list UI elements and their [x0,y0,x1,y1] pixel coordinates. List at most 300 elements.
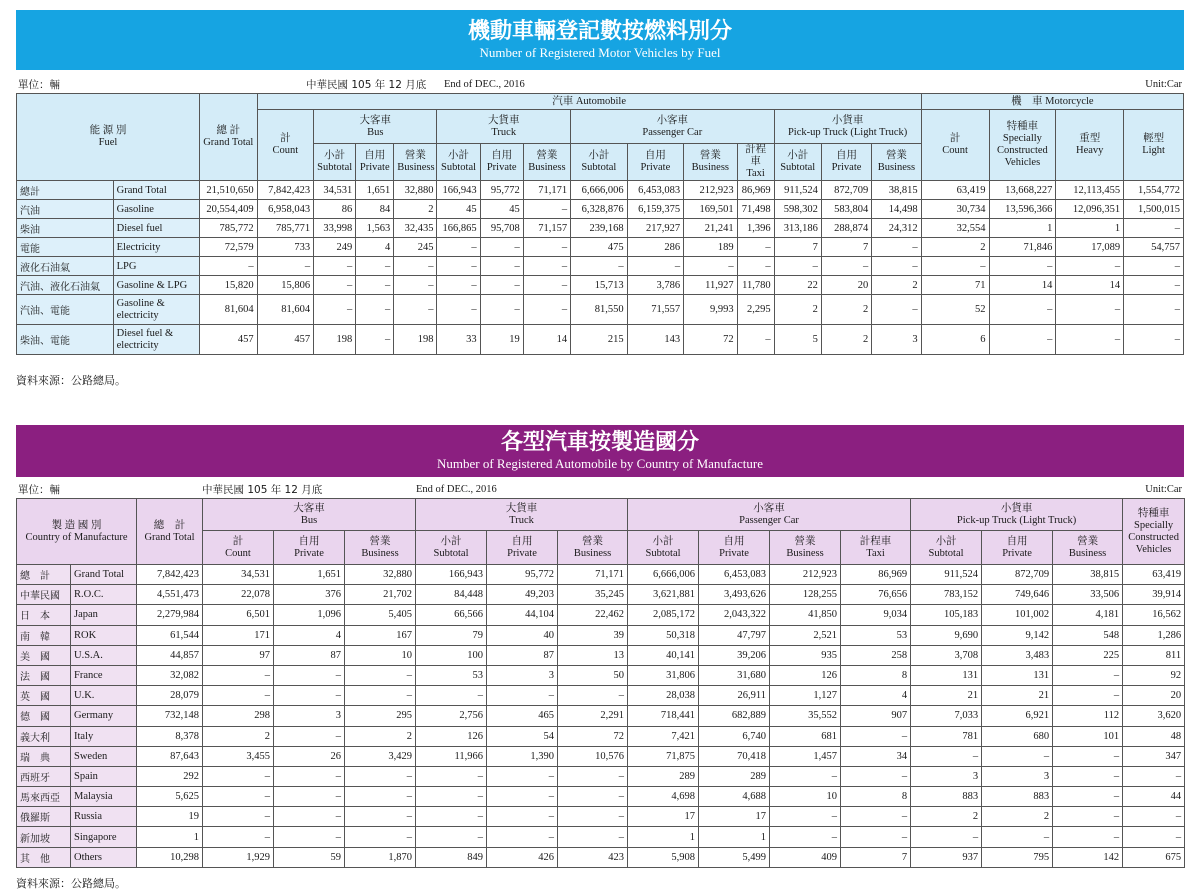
sub-header-business: 營業 Business [684,144,737,181]
sub-header-private: 自用 Private [699,531,770,565]
row-label-zh: 義大利 [17,726,71,746]
cell-value: 126 [416,726,487,746]
cell-value: 212,923 [684,181,737,200]
sub-header-private: 自用 Private [487,531,558,565]
sub-header-subtotal: 小計 Subtotal [571,144,628,181]
cell-value: – [1124,325,1184,355]
cell-value: 97 [203,645,274,665]
row-label-en: LPG [113,257,199,276]
cell-value: 20 [821,276,871,295]
cell-value: 22,078 [203,585,274,605]
cell-value: 33,506 [1053,585,1123,605]
cell-value: – [314,276,356,295]
cell-value: 95,708 [480,219,523,238]
cell-value: 13,668,227 [989,181,1056,200]
cell-value: 2,756 [416,706,487,726]
cell-value: 6,666,006 [571,181,628,200]
cell-value: – [394,257,437,276]
cell-value: – [487,827,558,847]
pickup-truck-header: 小貨車 Pick-up Truck (Light Truck) [911,499,1123,531]
sub-header-business: 營業 Business [558,531,628,565]
cell-value: 32,880 [345,565,416,585]
heavy-header: 重型 Heavy [1056,110,1124,181]
table-row [17,181,1184,200]
cell-value: 1,396 [737,219,774,238]
cell-value: 72 [558,726,628,746]
sub-header-private: 自用 Private [356,144,394,181]
country-unit-zh: 單位：輛 [18,484,60,496]
cell-value: 71,171 [523,181,570,200]
cell-value: 4,698 [628,787,699,807]
cell-value: 101,002 [982,605,1053,625]
cell-value: 30,734 [921,200,989,219]
cell-value: – [480,238,523,257]
motorcycle-header: 機 車 Motorcycle [921,94,1183,110]
table-row [17,625,1185,645]
row-label-en: Gasoline & electricity [113,295,199,325]
cell-value: 166,943 [437,181,480,200]
row-label-zh: 南 韓 [17,625,71,645]
cell-value: 5,908 [628,847,699,867]
cell-value: 100 [416,645,487,665]
cell-value: – [487,807,558,827]
cell-value: – [394,295,437,325]
row-label-en: Russia [71,807,137,827]
row-label-zh: 總 計 [17,565,71,585]
cell-value: 258 [841,645,911,665]
cell-value: 475 [571,238,628,257]
cell-value: 935 [770,645,841,665]
cell-value: – [1056,325,1124,355]
cell-value: – [841,807,911,827]
auto-count-header: 計 Count [257,110,314,181]
table-row [17,645,1185,665]
cell-value: 143 [627,325,684,355]
row-label-zh: 瑞 典 [17,746,71,766]
cell-value: 71,875 [628,746,699,766]
cell-value: 53 [416,665,487,685]
cell-value: 3 [911,766,982,786]
cell-value: 6,328,876 [571,200,628,219]
cell-value: 2 [821,295,871,325]
table-row [17,847,1185,867]
cell-value: 81,550 [571,295,628,325]
cell-value: 44,104 [487,605,558,625]
cell-value: 35,245 [558,585,628,605]
cell-value: – [416,766,487,786]
cell-value: 465 [487,706,558,726]
row-label-en: U.S.A. [71,645,137,665]
cell-value: 457 [200,325,258,355]
cell-value: 72 [684,325,737,355]
cell-value: – [345,807,416,827]
cell-value: 13,596,366 [989,200,1056,219]
cell-value: 14,498 [872,200,921,219]
cell-value: 15,820 [200,276,258,295]
cell-value: 198 [314,325,356,355]
table-row [17,746,1185,766]
cell-value: 3 [487,665,558,685]
cell-value: 289 [628,766,699,786]
cell-value: 84,448 [416,585,487,605]
row-label-zh: 總計 [17,181,114,200]
cell-value: 872,709 [982,565,1053,585]
cell-value: 1,127 [770,686,841,706]
row-label-zh: 美 國 [17,645,71,665]
cell-value: 1,500,015 [1124,200,1184,219]
cell-value: 9,993 [684,295,737,325]
cell-value: 10,298 [137,847,203,867]
truck-header: 大貨車 Truck [416,499,628,531]
cell-value: 95,772 [480,181,523,200]
cell-value: 24,312 [872,219,921,238]
cell-value: 54,757 [1124,238,1184,257]
cell-value: 1,651 [274,565,345,585]
fuel-date-en: End of DEC., 2016 [444,79,525,90]
cell-value: 126 [770,665,841,685]
cell-value: – [872,238,921,257]
row-label-zh: 英 國 [17,686,71,706]
cell-value: – [314,295,356,325]
cell-value: – [345,766,416,786]
cell-value: 26 [274,746,345,766]
cell-value: 8,378 [137,726,203,746]
cell-value: 681 [770,726,841,746]
cell-value: – [770,807,841,827]
cell-value: 212,923 [770,565,841,585]
cell-value: 1 [699,827,770,847]
sub-header-subtotal: 小計 Subtotal [628,531,699,565]
cell-value: 12,113,455 [1056,181,1124,200]
cell-value: 2,043,322 [699,605,770,625]
cell-value: 7,842,423 [257,181,314,200]
cell-value: 286 [627,238,684,257]
country-table [16,498,1185,868]
table-row [17,219,1184,238]
cell-value: 33,998 [314,219,356,238]
cell-value: 249 [314,238,356,257]
cell-value: 239,168 [571,219,628,238]
cell-value: – [480,257,523,276]
cell-value: 32,554 [921,219,989,238]
cell-value: 1,563 [356,219,394,238]
cell-value: 167 [345,625,416,645]
cell-value: – [1056,257,1124,276]
cell-value: 2 [982,807,1053,827]
cell-value: – [480,276,523,295]
cell-value: 3,483 [982,645,1053,665]
cell-value: 166,943 [416,565,487,585]
cell-value: 1,096 [274,605,345,625]
sub-header-business: 營業 Business [345,531,416,565]
cell-value: 41,850 [770,605,841,625]
table-row [17,200,1184,219]
row-label-en: Malaysia [71,787,137,807]
cell-value: 39,914 [1123,585,1185,605]
row-label-en: ROK [71,625,137,645]
cell-value: 21 [982,686,1053,706]
cell-value: 53 [841,625,911,645]
cell-value: – [841,827,911,847]
cell-value: 3,708 [911,645,982,665]
cell-value: 883 [911,787,982,807]
cell-value: 457 [257,325,314,355]
row-label-zh: 俄羅斯 [17,807,71,827]
cell-value: 9,034 [841,605,911,625]
row-label-zh: 日 本 [17,605,71,625]
cell-value: 4 [274,625,345,645]
cell-value: – [480,295,523,325]
row-label-en: Gasoline [113,200,199,219]
motorcycle-count-header: 計 Count [921,110,989,181]
cell-value: – [487,686,558,706]
cell-value: 50 [558,665,628,685]
cell-value: 9,142 [982,625,1053,645]
cell-value: 3,620 [1123,706,1185,726]
cell-value: 39 [558,625,628,645]
cell-value: – [274,686,345,706]
cell-value: 3,429 [345,746,416,766]
cell-value: 32,082 [137,665,203,685]
cell-value: 548 [1053,625,1123,645]
row-label-en: Grand Total [71,565,137,585]
cell-value: – [345,665,416,685]
cell-value: 3,493,626 [699,585,770,605]
cell-value: – [921,257,989,276]
cell-value: 426 [487,847,558,867]
sub-header-count: 計 Count [203,531,274,565]
special-vehicles-header: 特種車 Specially Constructed Vehicles [989,110,1056,181]
cell-value: 38,815 [1053,565,1123,585]
cell-value: 34 [841,746,911,766]
cell-value: – [416,807,487,827]
cell-value: – [982,746,1053,766]
cell-value: 31,806 [628,665,699,685]
cell-value: 72,579 [200,238,258,257]
cell-value: 86 [314,200,356,219]
cell-value: – [487,787,558,807]
cell-value: 7,421 [628,726,699,746]
cell-value: – [437,238,480,257]
grand-total-header: 總 計 Grand Total [200,94,258,181]
cell-value: 783,152 [911,585,982,605]
cell-value: 2 [394,200,437,219]
country-unit-en: Unit:Car [1145,484,1182,495]
cell-value: 14 [989,276,1056,295]
table-row [17,726,1185,746]
cell-value: 8 [841,665,911,685]
cell-value: 71 [921,276,989,295]
row-label-zh: 德 國 [17,706,71,726]
cell-value: 84 [356,200,394,219]
table-row [17,686,1185,706]
table-row [17,665,1185,685]
cell-value: 13 [558,645,628,665]
cell-value: 781 [911,726,982,746]
cell-value: 10 [345,645,416,665]
cell-value: – [437,276,480,295]
cell-value: – [1124,257,1184,276]
cell-value: 35,552 [770,706,841,726]
cell-value: – [737,257,774,276]
cell-value: 2 [911,807,982,827]
sub-header-subtotal: 小計 Subtotal [774,144,821,181]
sub-header-private: 自用 Private [982,531,1053,565]
cell-value: 2 [921,238,989,257]
cell-value: 1,929 [203,847,274,867]
table-row [17,787,1185,807]
cell-value: – [872,295,921,325]
country-source-note: 資料來源：公路總局。 [16,877,126,890]
row-label-en: Italy [71,726,137,746]
sub-header-business: 營業 Business [1053,531,1123,565]
cell-value: 7 [821,238,871,257]
cell-value: 81,604 [257,295,314,325]
cell-value: – [1053,827,1123,847]
cell-value: 45 [437,200,480,219]
table-row [17,807,1185,827]
cell-value: 733 [257,238,314,257]
row-label-zh: 西班牙 [17,766,71,786]
cell-value: – [203,827,274,847]
cell-value: – [523,257,570,276]
cell-value: 10,576 [558,746,628,766]
cell-value: 14 [1056,276,1124,295]
row-label-en: Japan [71,605,137,625]
row-label-zh: 柴油 [17,219,114,238]
cell-value: – [203,807,274,827]
cell-value: – [1053,665,1123,685]
cell-value: 21,510,650 [200,181,258,200]
cell-value: 40,141 [628,645,699,665]
cell-value: 71,846 [989,238,1056,257]
sub-header-private: 自用 Private [821,144,871,181]
pickup-truck-header: 小貨車 Pick-up Truck (Light Truck) [774,110,921,144]
row-label-zh: 中華民國 [17,585,71,605]
fuel-table [16,93,1184,355]
row-label-en: Grand Total [113,181,199,200]
cell-value: – [356,276,394,295]
cell-value: 907 [841,706,911,726]
fuel-source-note: 資料來源：公路總局。 [16,374,126,387]
cell-value: 5,405 [345,605,416,625]
cell-value: 911,524 [774,181,821,200]
cell-value: 26,911 [699,686,770,706]
sub-header-business: 營業 Business [770,531,841,565]
cell-value: – [558,787,628,807]
special-vehicles-header: 特種車 Specially Constructed Vehicles [1123,499,1185,565]
cell-value: 45 [480,200,523,219]
cell-value: 63,419 [921,181,989,200]
cell-value: 63,419 [1123,565,1185,585]
cell-value: 3 [982,766,1053,786]
cell-value: 3 [274,706,345,726]
cell-value: – [274,665,345,685]
sub-header-business: 營業 Business [872,144,921,181]
cell-value: 6 [921,325,989,355]
cell-value: – [558,766,628,786]
country-title-zh: 各型汽車按製造國分 [500,430,699,455]
row-label-en: Germany [71,706,137,726]
cell-value: 70,418 [699,746,770,766]
fuel-date-zh: 中華民國 105 年 12 月底 [306,79,427,91]
cell-value: – [314,257,356,276]
cell-value: 7 [841,847,911,867]
cell-value: 849 [416,847,487,867]
row-label-en: R.O.C. [71,585,137,605]
cell-value: 4 [841,686,911,706]
cell-value: 1 [137,827,203,847]
cell-value: 2 [872,276,921,295]
cell-value: 5,499 [699,847,770,867]
cell-value: 811 [1123,645,1185,665]
cell-value: 289 [699,766,770,786]
cell-value: – [523,295,570,325]
cell-value: – [872,257,921,276]
cell-value: – [770,766,841,786]
cell-value: 39,206 [699,645,770,665]
table-row [17,585,1185,605]
row-label-en: Sweden [71,746,137,766]
cell-value: – [737,238,774,257]
cell-value: 583,804 [821,200,871,219]
cell-value: 20,554,409 [200,200,258,219]
cell-value: – [989,257,1056,276]
cell-value: – [1053,686,1123,706]
cell-value: – [1124,295,1184,325]
cell-value: 7 [774,238,821,257]
row-label-en: Diesel fuel [113,219,199,238]
cell-value: 1 [1056,219,1124,238]
cell-value: 598,302 [774,200,821,219]
cell-value: – [1053,766,1123,786]
cell-value: 298 [203,706,274,726]
cell-value: – [774,257,821,276]
table-row [17,565,1185,585]
cell-value: 34,531 [314,181,356,200]
cell-value: 3 [872,325,921,355]
cell-value: – [737,325,774,355]
sub-header-subtotal: 小計 Subtotal [314,144,356,181]
cell-value: – [356,295,394,325]
cell-value: – [203,686,274,706]
cell-value: 1,286 [1123,625,1185,645]
cell-value: 245 [394,238,437,257]
cell-value: 19 [137,807,203,827]
cell-value: 128,255 [770,585,841,605]
passenger-car-header: 小客車 Passenger Car [628,499,911,531]
cell-value: 2,085,172 [628,605,699,625]
cell-value: – [841,766,911,786]
cell-value: – [487,766,558,786]
cell-value: 2 [203,726,274,746]
row-label-en: France [71,665,137,685]
cell-value: 217,927 [627,219,684,238]
cell-value: 3,455 [203,746,274,766]
cell-value: 2 [774,295,821,325]
cell-value: 2 [345,726,416,746]
cell-value: – [345,827,416,847]
cell-value: – [1124,219,1184,238]
cell-value: – [1053,807,1123,827]
cell-value: 87 [487,645,558,665]
cell-value: – [1124,276,1184,295]
row-label-zh: 汽油 [17,200,114,219]
row-label-en: U.K. [71,686,137,706]
cell-value: 22,462 [558,605,628,625]
row-label-zh: 液化石油氣 [17,257,114,276]
cell-value: 101 [1053,726,1123,746]
